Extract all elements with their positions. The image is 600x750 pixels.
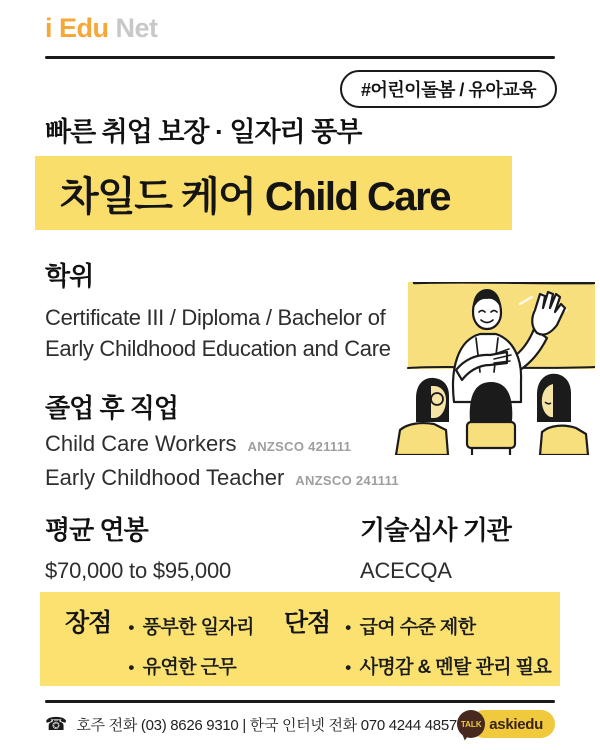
hero-title-highlight bbox=[35, 156, 512, 230]
kakaotalk-icon: TALK bbox=[457, 710, 485, 738]
salary-heading: 평균 연봉 bbox=[45, 515, 148, 545]
authority-value: ACECQA bbox=[360, 558, 452, 583]
section-assessment-authority bbox=[360, 510, 511, 584]
cons-list bbox=[345, 612, 551, 686]
contact-numbers: 호주 전화 (03) 8626 9310 | 한국 인터넷 전화 070 4244 4857 bbox=[76, 716, 457, 734]
logo-primary: i Edu bbox=[45, 13, 109, 43]
logo-i-edu-net bbox=[45, 13, 158, 44]
job-title: Early Childhood Teacher bbox=[45, 465, 285, 490]
section-jobs bbox=[45, 388, 399, 493]
cons-item: • 사명감 & 멘탈 관리 필요 bbox=[345, 652, 551, 679]
hero-title: 차일드 케어 Child Care bbox=[60, 174, 450, 219]
job-anzsco-code: ANZSCO 421111 bbox=[247, 439, 352, 454]
logo-secondary: Net bbox=[115, 13, 158, 43]
telephone-icon: ☎ bbox=[45, 714, 68, 734]
salary-value: $70,000 to $95,000 bbox=[45, 558, 232, 583]
section-degree bbox=[45, 256, 391, 364]
jobs-heading: 졸업 후 직업 bbox=[45, 393, 179, 423]
pros-label: 장점 bbox=[65, 609, 112, 637]
degree-body bbox=[45, 302, 391, 364]
pros-item: • 풍부한 일자리 bbox=[128, 612, 254, 639]
cons-item: • 급여 수준 제한 bbox=[345, 612, 551, 639]
job-anzsco-code: ANZSCO 241111 bbox=[295, 473, 399, 488]
footer bbox=[45, 709, 555, 739]
degree-line-2: Early Childhood Education and Care bbox=[45, 336, 391, 361]
hashtag-badge: #어린이돌봄 / 유아교육 bbox=[340, 70, 557, 108]
footer-divider bbox=[45, 700, 555, 703]
kakaotalk-badge bbox=[457, 710, 555, 738]
hero-subtitle: 빠른 취업 보장 · 일자리 풍부 bbox=[45, 117, 362, 147]
students-figures bbox=[396, 374, 588, 455]
job-title: Child Care Workers bbox=[45, 431, 237, 456]
degree-line-1: Certificate III / Diploma / Bachelor of bbox=[45, 305, 386, 330]
job-item bbox=[45, 432, 399, 459]
pros-cons-box bbox=[40, 592, 560, 686]
classroom-illustration bbox=[394, 282, 595, 455]
job-item bbox=[45, 466, 399, 493]
kakaotalk-id: askiedu bbox=[470, 710, 555, 738]
section-average-salary bbox=[45, 510, 231, 584]
header-divider bbox=[45, 56, 555, 59]
pros-item: • 유연한 근무 bbox=[128, 652, 254, 679]
authority-heading: 기술심사 기관 bbox=[360, 515, 511, 545]
pros-list bbox=[128, 612, 254, 686]
cons-label: 단점 bbox=[283, 609, 331, 637]
degree-heading: 학위 bbox=[45, 261, 94, 291]
